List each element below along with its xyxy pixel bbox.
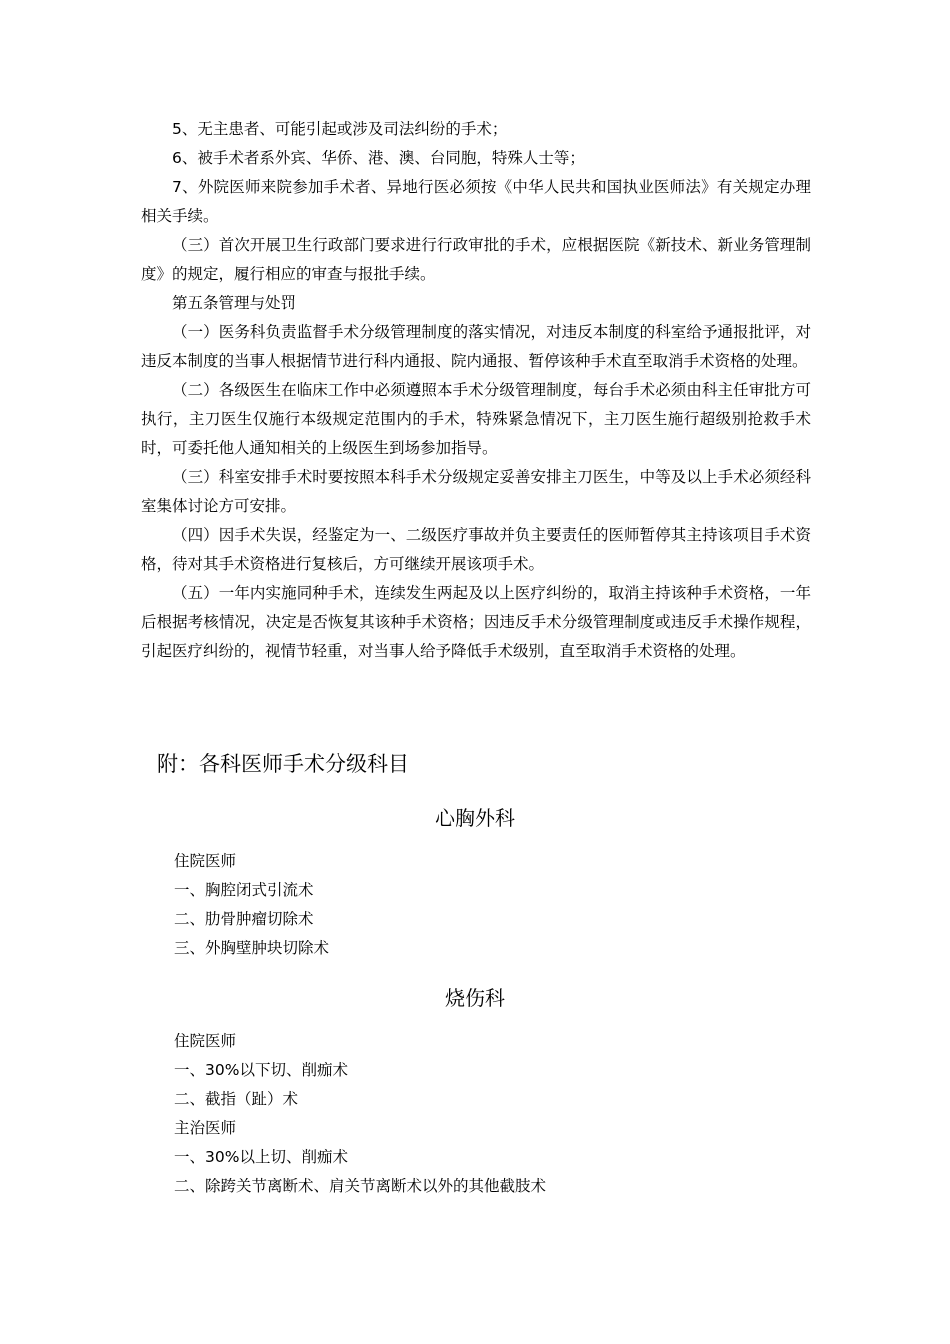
rules-body	[141, 115, 811, 666]
list-item: 三、外胸壁肿块切除术	[174, 939, 330, 957]
department-procedure-list	[174, 847, 329, 963]
paragraph: （二）各级医生在临床工作中必须遵照本手术分级管理制度，每台手术必须由科主任审批方可执行，主刀医生仅施行本级规定范围内的手术，特殊紧急情况下，主刀医生施行超级别抢救手术时，可委托他人通知相关的上级医生到场参加指导。	[141, 381, 811, 457]
department-title: 烧伤科	[445, 986, 505, 1010]
list-item: 主治医师	[174, 1119, 237, 1137]
paragraph: （一）医务科负责监督手术分级管理制度的落实情况，对违反本制度的科室给予通报批评，对违反本制度的当事人根据情节进行科内通报、院内通报、暂停该种手术直至取消手术资格的处理。	[141, 323, 811, 370]
paragraph: 7、外院医师来院参加手术者、异地行医必须按《中华人民共和国执业医师法》有关规定办理相关手续。	[141, 178, 811, 225]
department-procedure-list	[174, 1027, 546, 1201]
paragraph: （五）一年内实施同种手术，连续发生两起及以上医疗纠纷的，取消主持该种手术资格，一年后根据考核情况，决定是否恢复其该种手术资格；因违反手术分级管理制度或违反手术操作规程，引起医疗纠纷的，视情节轻重，对当事人给予降低手术级别，直至取消手术资格的处理。	[141, 584, 811, 660]
department-title: 心胸外科	[435, 806, 515, 830]
paragraph: 6、被手术者系外宾、华侨、港、澳、台同胞，特殊人士等；	[172, 149, 585, 167]
paragraph: （四）因手术失误，经鉴定为一、二级医疗事故并负主要责任的医师暂停其主持该项目手术资格，待对其手术资格进行复核后，方可继续开展该项手术。	[141, 526, 811, 573]
list-item: 二、除跨关节离断术、肩关节离断术以外的其他截肢术	[174, 1177, 547, 1195]
list-item: 二、肋骨肿瘤切除术	[174, 910, 314, 928]
list-item: 住院医师	[174, 852, 237, 870]
list-item: 一、30%以上切、削痂术	[174, 1148, 348, 1166]
paragraph: （三）科室安排手术时要按照本科手术分级规定妥善安排主刀医生，中等及以上手术必须经科室集体讨论方可安排。	[141, 468, 811, 515]
section-heading: 第五条管理与处罚	[172, 294, 297, 312]
paragraph: （三）首次开展卫生行政部门要求进行行政审批的手术，应根据医院《新技术、新业务管理制度》的规定，履行相应的审查与报批手续。	[141, 236, 811, 283]
appendix-title: 附：各科医师手术分级科目	[157, 752, 409, 776]
paragraph: 5、无主患者、可能引起或涉及司法纠纷的手术；	[172, 120, 508, 138]
list-item: 二、截指（趾）术	[174, 1090, 299, 1108]
list-item: 一、30%以下切、削痂术	[174, 1061, 348, 1079]
list-item: 住院医师	[174, 1032, 237, 1050]
list-item: 一、胸腔闭式引流术	[174, 881, 314, 899]
